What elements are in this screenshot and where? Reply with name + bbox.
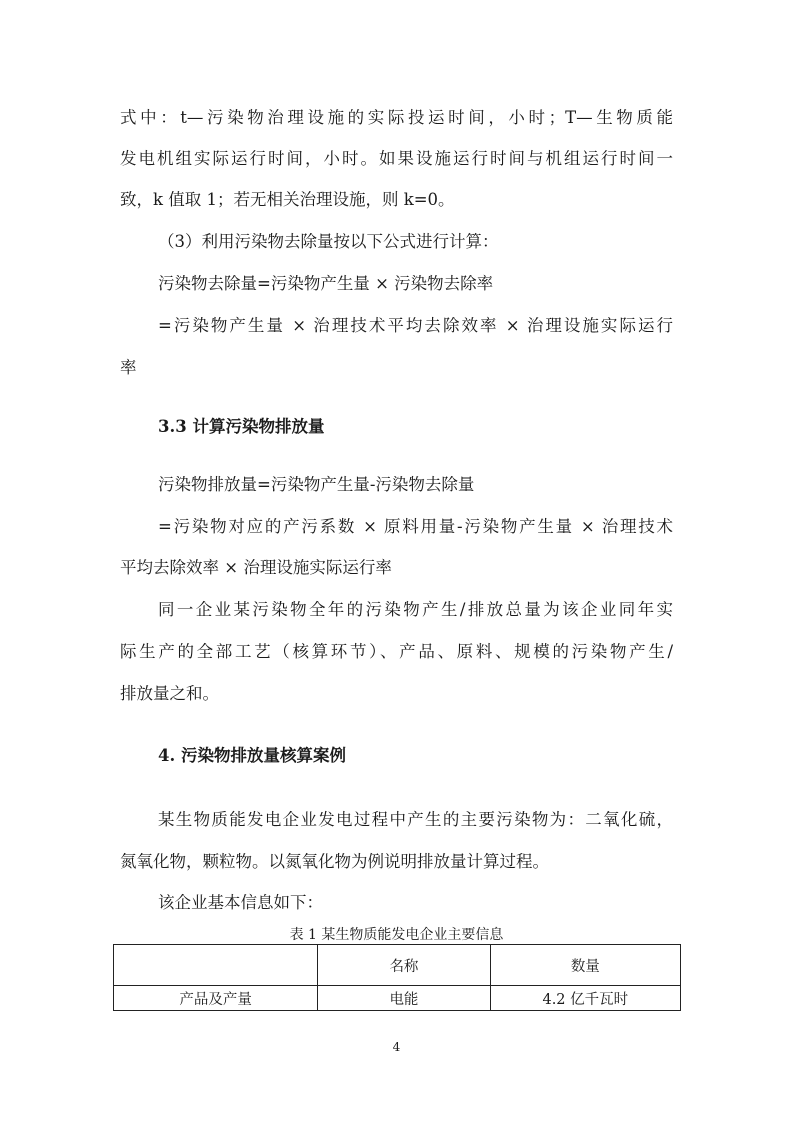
text-line: 氮氧化物，颗粒物。以氮氧化物为例说明排放量计算过程。: [120, 852, 549, 871]
text-line: 排放量之和。: [120, 684, 219, 703]
text-line: 同一企业某污染物全年的污染物产生/排放总量为该企业同年实: [158, 600, 673, 619]
text-line: 致，k 值取 1；若无相关治理设施，则 k=0。: [120, 190, 455, 209]
page-number: 4: [392, 1040, 401, 1054]
section-heading: 3.3 计算污染物排放量: [158, 417, 325, 436]
text-line: 式中：t—污染物治理设施的实际投运时间，小时；T—生物质能: [120, 108, 673, 127]
table-header-cell: 名称: [318, 945, 490, 986]
table-cell: 产品及产量: [114, 986, 318, 1011]
paragraph-removal-method: （3）利用污染物去除量按以下公式进行计算：: [158, 232, 499, 251]
table-header-cell: [114, 945, 318, 986]
formula-line: 平均去除效率 × 治理设施实际运行率: [120, 558, 392, 577]
formula-line: =污染物对应的产污系数 × 原料用量-污染物产生量 × 治理技术: [158, 517, 673, 536]
section-heading: 4. 污染物排放量核算案例: [158, 746, 346, 765]
text-line: 发电机组实际运行时间，小时。如果设施运行时间与机组运行时间一: [120, 149, 673, 168]
formula-line: =污染物产生量 × 治理技术平均去除效率 × 治理设施实际运行: [158, 316, 673, 335]
text-line: 际生产的全部工艺（核算环节）、产品、原料、规模的污染物产生/: [120, 642, 673, 661]
text-line: 某生物质能发电企业发电过程中产生的主要污染物为：二氧化硫，: [158, 810, 673, 829]
formula-line: 污染物排放量=污染物产生量-污染物去除量: [158, 475, 475, 494]
table-header-row: [114, 945, 681, 986]
paragraph-basic-info: 该企业基本信息如下：: [158, 893, 323, 912]
formula-line: 率: [120, 358, 137, 377]
table-cell: 电能: [318, 986, 490, 1011]
enterprise-info-table: [113, 944, 681, 1011]
table-row: [114, 986, 681, 1011]
table-cell: 4.2 亿千瓦时: [490, 986, 680, 1011]
table-caption: 表 1 某生物质能发电企业主要信息: [289, 927, 504, 943]
formula-line: 污染物去除量=污染物产生量 × 污染物去除率: [158, 274, 494, 293]
table-header-cell: 数量: [490, 945, 680, 986]
